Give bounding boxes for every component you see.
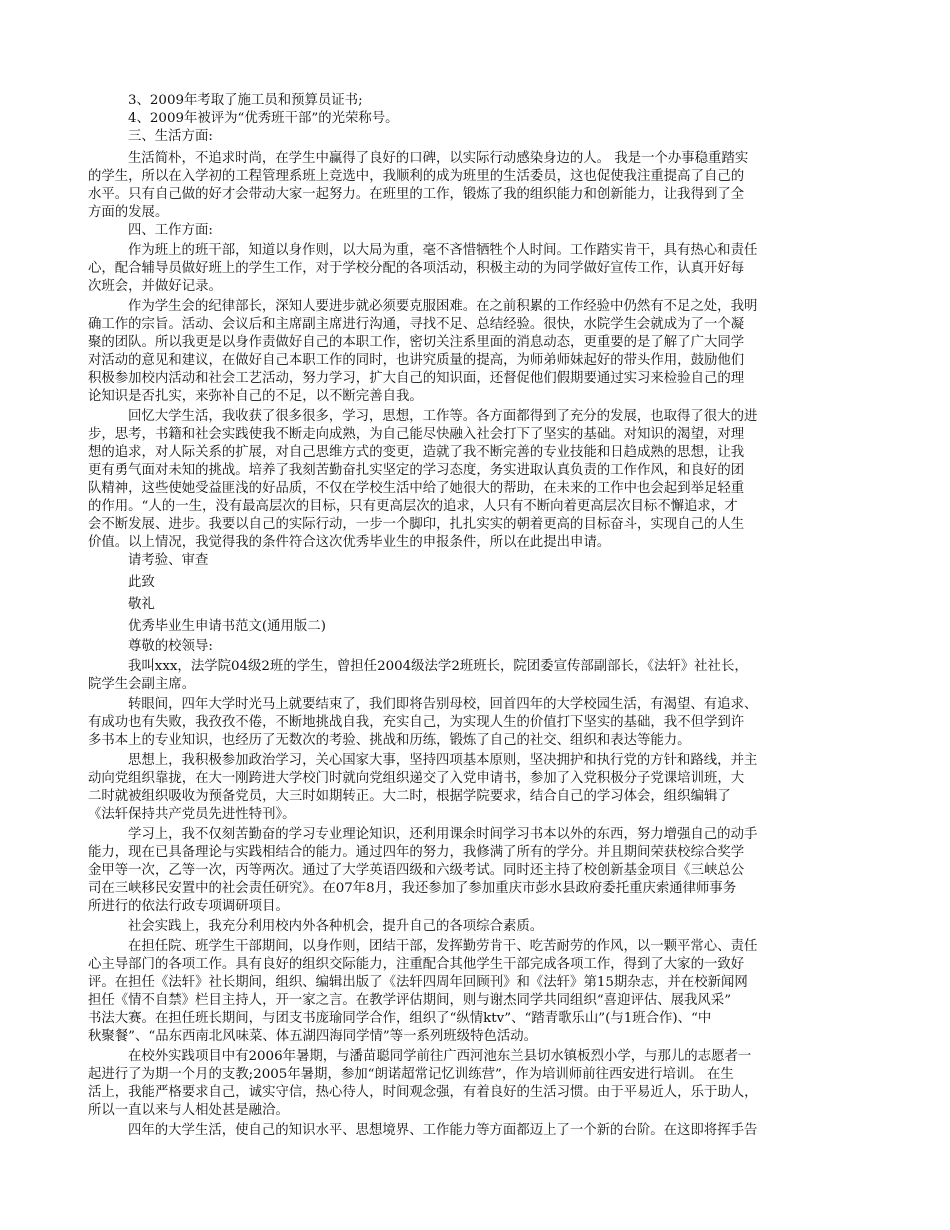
text-line: 《法轩保持共产党员先进性特刊》。 [88,807,296,822]
text-line: 我叫xxx，法学院04级2班的学生，曾担任2004级法学2班班长，院团委宣传部副部长，《法轩》社社长， [128,659,748,674]
text-line: 秋聚餐”、“品东西南北风味菜、体五湖四海同学情”等一系列班级特色活动。 [88,1029,538,1044]
text-line: 价值。以上情况，我觉得我的条件符合这次优秀毕业生的申报条件，所以在此提出申请。 [88,535,611,550]
text-line: 4、2009年被评为“优秀班干部”的光荣称号。 [128,111,399,126]
text-line: 所以一直以来与人相处甚是融洽。 [88,1103,289,1118]
text-line: 心主导部门的各项工作。具有良好的组织交际能力，注重配合其他学生干部完成各项工作，得到了大家的一致好 [88,957,745,972]
text-line: 敬礼 [128,597,155,612]
text-line: 活上，我能严格要求自己，诚实守信，热心待人，时间观念强，有着良好的生活习惯。由于平易近人，乐于助人， [88,1085,758,1100]
text-line: 心，配合辅导员做好班上的学生工作，对于学校分配的各项活动，积极主动的为同学做好宣传工作，认真开好每 [88,261,745,276]
text-line: 论知识是否扎实，来弥补自己的不足，以不断完善自我。 [88,389,423,404]
text-line: 此致 [128,575,155,590]
text-line: 生活简朴，不追求时尚，在学生中赢得了良好的口碑，以实际行动感染身边的人。 我是一个办事稳重踏实 [128,151,749,166]
text-line: 二时就被组织吸收为预备党员，大三时如期转正。大二时，根据学院要求，结合自己的学习体会，组织编辑了 [88,789,731,804]
text-line: 3、2009年考取了施工员和预算员证书; [128,93,363,108]
section-heading: 四、工作方面: [128,223,213,238]
text-line: 司在三峡移民安置中的社会责任研究》。在07年8月，我还参加了参加重庆市彭水县政府委托重庆索通律师事务 [88,881,737,896]
text-line: 对活动的意见和建议，在做好自己本职工作的同时，也讲究质量的提高，为师弟师妹起好的带头作用，鼓励他们 [88,353,745,368]
text-line: 更有勇气面对未知的挑战。培养了我刻苦勤奋扎实坚定的学习态度，务实进取认真负责的工作作风，和良好的团 [88,463,745,478]
text-line: 能力，现在已具备理论与实践相结合的能力。通过四年的努力，我修满了所有的学分。并且期间荣获校综合奖学 [88,845,745,860]
text-line: 聚的团队。所以我更是以身作责做好自己的本职工作，密切关注系里面的消息动态，更重要的是了解了广大同学 [88,335,745,350]
text-line: 动向党组织靠拢，在大一刚跨进大学校门时就向党组织递交了入党申请书，参加了入党积极分子党课培训班，大 [88,771,745,786]
text-line: 在校外实践项目中有2006年暑期，与潘苗聪同学前往广西河池东兰县切水镇板烈小学，与那儿的志愿者一 [128,1049,752,1064]
text-line: 作为学生会的纪律部长，深知人要进步就必须要克服困难。在之前积累的工作经验中仍然有不足之处，我明 [128,299,758,314]
text-line: 水平。只有自己做的好才会带动大家一起努力。在班里的工作，锻炼了我的组织能力和创新能力，让我得到了全 [88,187,745,202]
text-line: 所进行的依法行政专项调研项目。 [88,899,289,914]
text-line: 起进行了为期一个月的支教;2005年暑期，参加“朗诺超常记忆训练营”，作为培训师前往西安进行培训。 在生 [88,1067,734,1082]
text-line: 转眼间，四年大学时光马上就要结束了，我们即将告别母校，回首四年的大学校园生活，有渴望、有追求、 [128,697,758,712]
text-line: 有成功也有失败，我孜孜不倦，不断地挑战自我，充实自己，为实现人生的价值打下坚实的基础，我不但学到许 [88,715,745,730]
salutation: 尊敬的校领导: [128,639,213,654]
text-line: 的作用。“人的一生，没有最高层次的目标，只有更高层次的追求，人只有不断向着更高层次目标不懈追求，才 [88,499,738,514]
text-line: 方面的发展。 [88,205,169,220]
text-line: 社会实践上，我充分利用校内外各种机会，提升自己的各项综合素质。 [128,919,544,934]
section-heading: 三、生活方面: [128,129,213,144]
text-line: 院学生会副主席。 [88,677,196,692]
text-line: 学习上，我不仅刻苦勤奋的学习专业理论知识，还利用课余时间学习书本以外的东西，努力增强自己的动手 [128,827,758,842]
text-line: 书法大赛。在担任班长期间，与团支书庞瑜同学合作，组织了“纵情ktv”、“踏青歌乐山”(与1班合作)、“中 [88,1011,712,1026]
text-line: 四年的大学生活，使自己的知识水平、思想境界、工作能力等方面都迈上了一个新的台阶。在这即将挥手告 [128,1123,758,1138]
text-line: 思想上，我积极参加政治学习，关心国家大事，坚持四项基本原则，坚决拥护和执行党的方针和路线，并主 [128,753,758,768]
text-line: 多书本上的专业知识，也经历了无数次的考验、挑战和历练，锻炼了自己的社交、组织和表达等能力。 [88,733,691,748]
text-line: 的学生，所以在入学初的工程管理系班上竞选中，我顺利的成为班里的生活委员，这也促使我注重提高了自己的 [88,169,745,184]
text-line: 评。在担任《法轩》社长期间，组织、编辑出版了《法轩四周年回顾刊》和《法轩》第15期杂志，并在校新闻网 [88,975,748,990]
text-line: 队精神，这些使她受益匪浅的好品质，不仅在学校生活中给了她很大的帮助，在未来的工作中也会起到举足轻重 [88,481,745,496]
document-subtitle: 优秀毕业生申请书范文(通用版二) [128,619,326,634]
text-line: 回忆大学生活，我收获了很多很多，学习，思想，工作等。各方面都得到了充分的发展，也取得了很大的进 [128,409,758,424]
text-line: 次班会，并做好记录。 [88,279,222,294]
text-line: 请考验、审查 [128,553,209,568]
text-line: 在担任院、班学生干部期间，以身作则，团结干部，发挥勤劳肯干、吃苦耐劳的作风，以一颗平常心、责任 [128,939,758,954]
text-line: 担任《情不自禁》栏目主持人，开一家之言。在教学评估期间，则与谢杰同学共同组织“喜迎评估、展我风采” [88,993,732,1008]
text-line: 作为班上的班干部，知道以身作则，以大局为重，毫不吝惜牺牲个人时间。工作踏实肯干，具有热心和责任 [128,243,758,258]
text-line: 积极参加校内活动和社会工艺活动，努力学习，扩大自己的知识面，还督促他们假期要通过实习来检验自己的理 [88,371,745,386]
text-line: 步，思考，书籍和社会实践使我不断走向成熟，为自己能尽快融入社会打下了坚实的基础。对知识的渴望，对理 [88,427,745,442]
text-line: 想的追求，对人际关系的扩展，对自己思维方式的变更，造就了我不断完善的专业技能和日趋成熟的思想，让我 [88,445,745,460]
text-line: 会不断发展、进步。我要以自己的实际行动，一步一个脚印，扎扎实实的朝着更高的目标奋斗，实现自己的人生 [88,517,745,532]
text-line: 金甲等一次，乙等一次，丙等两次。通过了大学英语四级和六级考试。同时还主持了校创新基金项目《三峡总公 [88,863,745,878]
text-line: 确工作的宗旨。活动、会议后和主席副主席进行沟通，寻找不足、总结经验。很快，水院学生会就成为了一个凝 [88,317,745,332]
